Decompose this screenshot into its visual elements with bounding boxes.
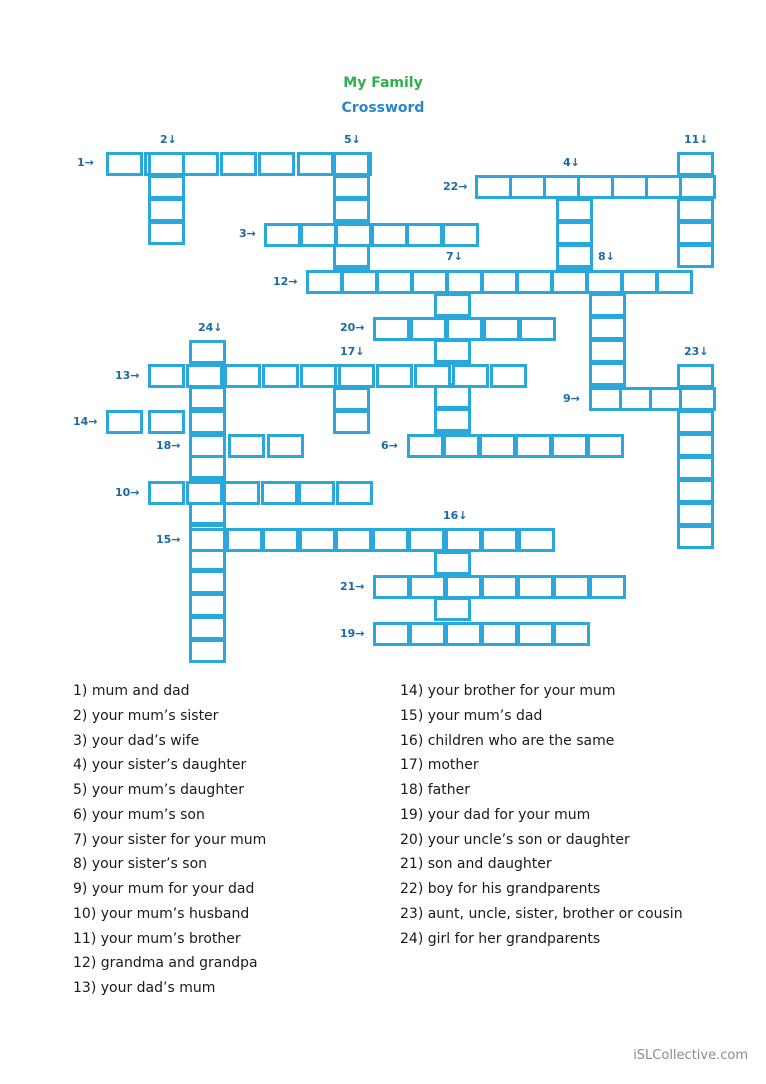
clue-number: 5↓ xyxy=(344,133,361,146)
clue-item: 9) your mum for your dad xyxy=(73,881,255,897)
crossword-cell[interactable] xyxy=(148,152,185,176)
clue-item: 23) aunt, uncle, sister, brother or cousin xyxy=(400,905,683,922)
crossword-cell[interactable] xyxy=(333,244,370,268)
clue-item: 7) your sister for your mum xyxy=(73,831,267,848)
clue-number: 14→ xyxy=(73,415,98,428)
crossword-cell[interactable] xyxy=(333,410,370,434)
crossword-cell[interactable] xyxy=(589,316,626,340)
clue-number: 6→ xyxy=(381,439,398,452)
crossword-cell[interactable] xyxy=(551,434,588,458)
crossword-cell[interactable] xyxy=(677,525,714,549)
clue-number: 17↓ xyxy=(340,345,365,358)
crossword-cell[interactable] xyxy=(677,198,714,222)
clue-number: 11↓ xyxy=(684,133,709,146)
clue-number: 12→ xyxy=(273,275,298,288)
crossword-cell[interactable] xyxy=(182,152,219,176)
crossword-cell[interactable] xyxy=(189,455,226,479)
crossword-cell[interactable] xyxy=(189,434,226,458)
clue-item: 15) your mum’s dad xyxy=(400,707,543,724)
crossword-cell[interactable] xyxy=(443,434,480,458)
clue-number: 13→ xyxy=(115,369,140,382)
crossword-cell[interactable] xyxy=(189,593,226,617)
crossword-cell[interactable] xyxy=(299,528,336,552)
crossword-cell[interactable] xyxy=(189,639,226,663)
crossword-cell[interactable] xyxy=(224,364,261,388)
crossword-cell[interactable] xyxy=(189,386,226,410)
crossword-cell[interactable] xyxy=(186,481,223,505)
clue-item: 16) children who are the same xyxy=(400,732,615,749)
crossword-cell[interactable] xyxy=(407,434,444,458)
clue-number: 21→ xyxy=(340,580,365,593)
crossword-cell[interactable] xyxy=(409,575,446,599)
clue-number: 15→ xyxy=(156,533,181,546)
crossword-cell[interactable] xyxy=(338,364,375,388)
crossword-cell[interactable] xyxy=(518,528,555,552)
crossword-cell[interactable] xyxy=(148,198,185,222)
crossword-cell[interactable] xyxy=(611,175,648,199)
clue-item: 4) your sister’s daughter xyxy=(73,757,247,774)
crossword-cell[interactable] xyxy=(223,481,260,505)
crossword-cell[interactable] xyxy=(577,175,614,199)
crossword-cell[interactable] xyxy=(517,575,554,599)
crossword-cell[interactable] xyxy=(372,528,409,552)
crossword-cell[interactable] xyxy=(445,575,482,599)
crossword-cell[interactable] xyxy=(556,244,593,268)
crossword-cell[interactable] xyxy=(483,317,520,341)
clues-list-right xyxy=(400,682,683,954)
crossword-cell[interactable] xyxy=(258,152,295,176)
crossword-cell[interactable] xyxy=(515,434,552,458)
crossword-cell[interactable] xyxy=(434,551,471,575)
crossword-cell[interactable] xyxy=(589,293,626,317)
clue-item: 24) girl for her grandparents xyxy=(400,930,601,947)
clue-item: 8) your sister’s son xyxy=(73,856,208,873)
crossword-cell[interactable] xyxy=(376,364,413,388)
crossword-cell[interactable] xyxy=(106,152,143,176)
clue-item: 5) your mum’s daughter xyxy=(73,782,245,798)
clue-number: 10→ xyxy=(115,486,140,499)
crossword-cell[interactable] xyxy=(679,175,716,199)
crossword-cell[interactable] xyxy=(677,479,714,503)
crossword-cell[interactable] xyxy=(373,622,410,646)
crossword-cell[interactable] xyxy=(298,481,335,505)
crossword-cell[interactable] xyxy=(376,270,413,294)
crossword-cell[interactable] xyxy=(189,340,226,364)
crossword-cell[interactable] xyxy=(479,434,516,458)
crossword-cell[interactable] xyxy=(589,575,626,599)
crossword-cell[interactable] xyxy=(677,244,714,268)
crossword-cell[interactable] xyxy=(408,528,445,552)
clue-item: 2) your mum’s sister xyxy=(73,707,219,724)
clue-item: 1) mum and dad xyxy=(73,683,190,699)
clue-item: 11) your mum’s brother xyxy=(73,930,241,947)
crossword-cell[interactable] xyxy=(335,223,372,247)
crossword-cell[interactable] xyxy=(411,270,448,294)
crossword-cell[interactable] xyxy=(553,575,590,599)
crossword-cell[interactable] xyxy=(336,481,373,505)
crossword-cell[interactable] xyxy=(341,270,378,294)
clue-item: 17) mother xyxy=(400,757,479,774)
crossword-cell[interactable] xyxy=(333,387,370,411)
clue-item: 22) boy for his grandparents xyxy=(400,881,601,897)
clue-item: 14) your brother for your mum xyxy=(400,683,616,699)
crossword-cell[interactable] xyxy=(656,270,693,294)
crossword-cell[interactable] xyxy=(261,481,298,505)
crossword-cell[interactable] xyxy=(481,575,518,599)
crossword-cell[interactable] xyxy=(556,221,593,245)
clue-number: 9→ xyxy=(563,392,580,405)
page-subtitle: Crossword xyxy=(341,100,425,116)
crossword-cell[interactable] xyxy=(481,270,518,294)
clue-item: 21) son and daughter xyxy=(400,856,552,873)
clue-number: 24↓ xyxy=(198,321,223,334)
crossword-cell[interactable] xyxy=(434,293,471,317)
crossword-cell[interactable] xyxy=(586,270,623,294)
crossword-cell[interactable] xyxy=(519,317,556,341)
clue-number: 18→ xyxy=(156,439,181,452)
crossword-cell[interactable] xyxy=(189,570,226,594)
crossword-cell[interactable] xyxy=(446,270,483,294)
crossword-cell[interactable] xyxy=(677,364,714,388)
crossword-cell[interactable] xyxy=(267,434,304,458)
crossword-cell[interactable] xyxy=(148,175,185,199)
crossword-cell[interactable] xyxy=(414,364,451,388)
crossword-cell[interactable] xyxy=(148,481,185,505)
crossword-cell[interactable] xyxy=(189,528,226,552)
clue-item: 12) grandma and grandpa xyxy=(73,955,258,972)
clue-number: 3→ xyxy=(239,227,256,240)
clue-item: 6) your mum’s son xyxy=(73,806,205,823)
crossword-cell[interactable] xyxy=(406,223,443,247)
crossword-cell[interactable] xyxy=(148,410,185,434)
crossword-cell[interactable] xyxy=(434,597,471,621)
crossword-cell[interactable] xyxy=(490,364,527,388)
crossword-cell[interactable] xyxy=(189,616,226,640)
crossword-cell[interactable] xyxy=(677,433,714,457)
crossword-cell[interactable] xyxy=(589,362,626,386)
crossword-cell[interactable] xyxy=(445,622,482,646)
clue-number: 16↓ xyxy=(443,509,468,522)
crossword-cell[interactable] xyxy=(587,434,624,458)
crossword-cell[interactable] xyxy=(371,223,408,247)
clue-item: 3) your dad’s wife xyxy=(73,732,200,749)
clue-item: 10) your mum’s husband xyxy=(73,905,250,922)
clue-item: 19) your dad for your mum xyxy=(400,806,591,823)
crossword-cell[interactable] xyxy=(481,528,518,552)
crossword-cell[interactable] xyxy=(677,410,714,434)
crossword-cell[interactable] xyxy=(333,198,370,222)
crossword-cell[interactable] xyxy=(220,152,257,176)
crossword-cell[interactable] xyxy=(373,575,410,599)
crossword-cell[interactable] xyxy=(226,528,263,552)
clue-item: 13) your dad’s mum xyxy=(73,980,216,996)
crossword-cell[interactable] xyxy=(434,339,471,363)
crossword-cell[interactable] xyxy=(148,364,185,388)
crossword-cell[interactable] xyxy=(262,364,299,388)
crossword-cell[interactable] xyxy=(677,221,714,245)
crossword-cell[interactable] xyxy=(677,152,714,176)
crossword-cell[interactable] xyxy=(516,270,553,294)
clue-number: 23↓ xyxy=(684,345,709,358)
footer-watermark: iSLCollective.com xyxy=(633,1048,748,1063)
crossword-cell[interactable] xyxy=(300,223,337,247)
clue-number: 8↓ xyxy=(598,250,615,263)
clue-number: 20→ xyxy=(340,321,365,334)
crossword-cell[interactable] xyxy=(509,175,546,199)
crossword-cell[interactable] xyxy=(446,317,483,341)
clue-number: 4↓ xyxy=(563,156,580,169)
crossword-cell[interactable] xyxy=(264,223,301,247)
crossword-cell[interactable] xyxy=(481,622,518,646)
crossword-cell[interactable] xyxy=(553,622,590,646)
crossword-cell[interactable] xyxy=(543,175,580,199)
crossword-cell[interactable] xyxy=(148,221,185,245)
crossword-cell[interactable] xyxy=(475,175,512,199)
page-title: My Family xyxy=(343,75,423,91)
crossword-cell[interactable] xyxy=(262,528,299,552)
crossword-cell[interactable] xyxy=(189,410,226,434)
crossword-cell[interactable] xyxy=(442,223,479,247)
crossword-cell[interactable] xyxy=(445,528,482,552)
crossword-cell[interactable] xyxy=(306,270,343,294)
clue-item: 20) your uncle’s son or daughter xyxy=(400,831,630,848)
crossword-cell[interactable] xyxy=(556,198,593,222)
crossword-cell[interactable] xyxy=(589,339,626,363)
crossword-cell[interactable] xyxy=(679,387,716,411)
clue-item: 18) father xyxy=(400,782,470,798)
clue-number: 2↓ xyxy=(160,133,177,146)
clue-number: 22→ xyxy=(443,180,468,193)
clue-number: 1→ xyxy=(77,156,94,169)
crossword-cell[interactable] xyxy=(645,175,682,199)
crossword-cell[interactable] xyxy=(410,317,447,341)
crossword-cell[interactable] xyxy=(300,364,337,388)
crossword-cell[interactable] xyxy=(434,385,471,409)
crossword-cell[interactable] xyxy=(335,528,372,552)
crossword-cell[interactable] xyxy=(373,317,410,341)
crossword-cell[interactable] xyxy=(228,434,265,458)
crossword-cell[interactable] xyxy=(621,270,658,294)
crossword-cell[interactable] xyxy=(297,152,334,176)
crossword-cell[interactable] xyxy=(106,410,143,434)
crossword-cell[interactable] xyxy=(409,622,446,646)
clues-list-left xyxy=(73,682,266,1004)
crossword-cell[interactable] xyxy=(333,175,370,199)
crossword-cell[interactable] xyxy=(517,622,554,646)
crossword-cell[interactable] xyxy=(551,270,588,294)
crossword-cell[interactable] xyxy=(186,364,223,388)
crossword-cell[interactable] xyxy=(677,502,714,526)
crossword-cell[interactable] xyxy=(333,152,370,176)
crossword-cell[interactable] xyxy=(452,364,489,388)
clue-number: 19→ xyxy=(340,627,365,640)
clue-number: 7↓ xyxy=(446,250,463,263)
crossword-cell[interactable] xyxy=(434,408,471,432)
crossword-cell[interactable] xyxy=(677,456,714,480)
